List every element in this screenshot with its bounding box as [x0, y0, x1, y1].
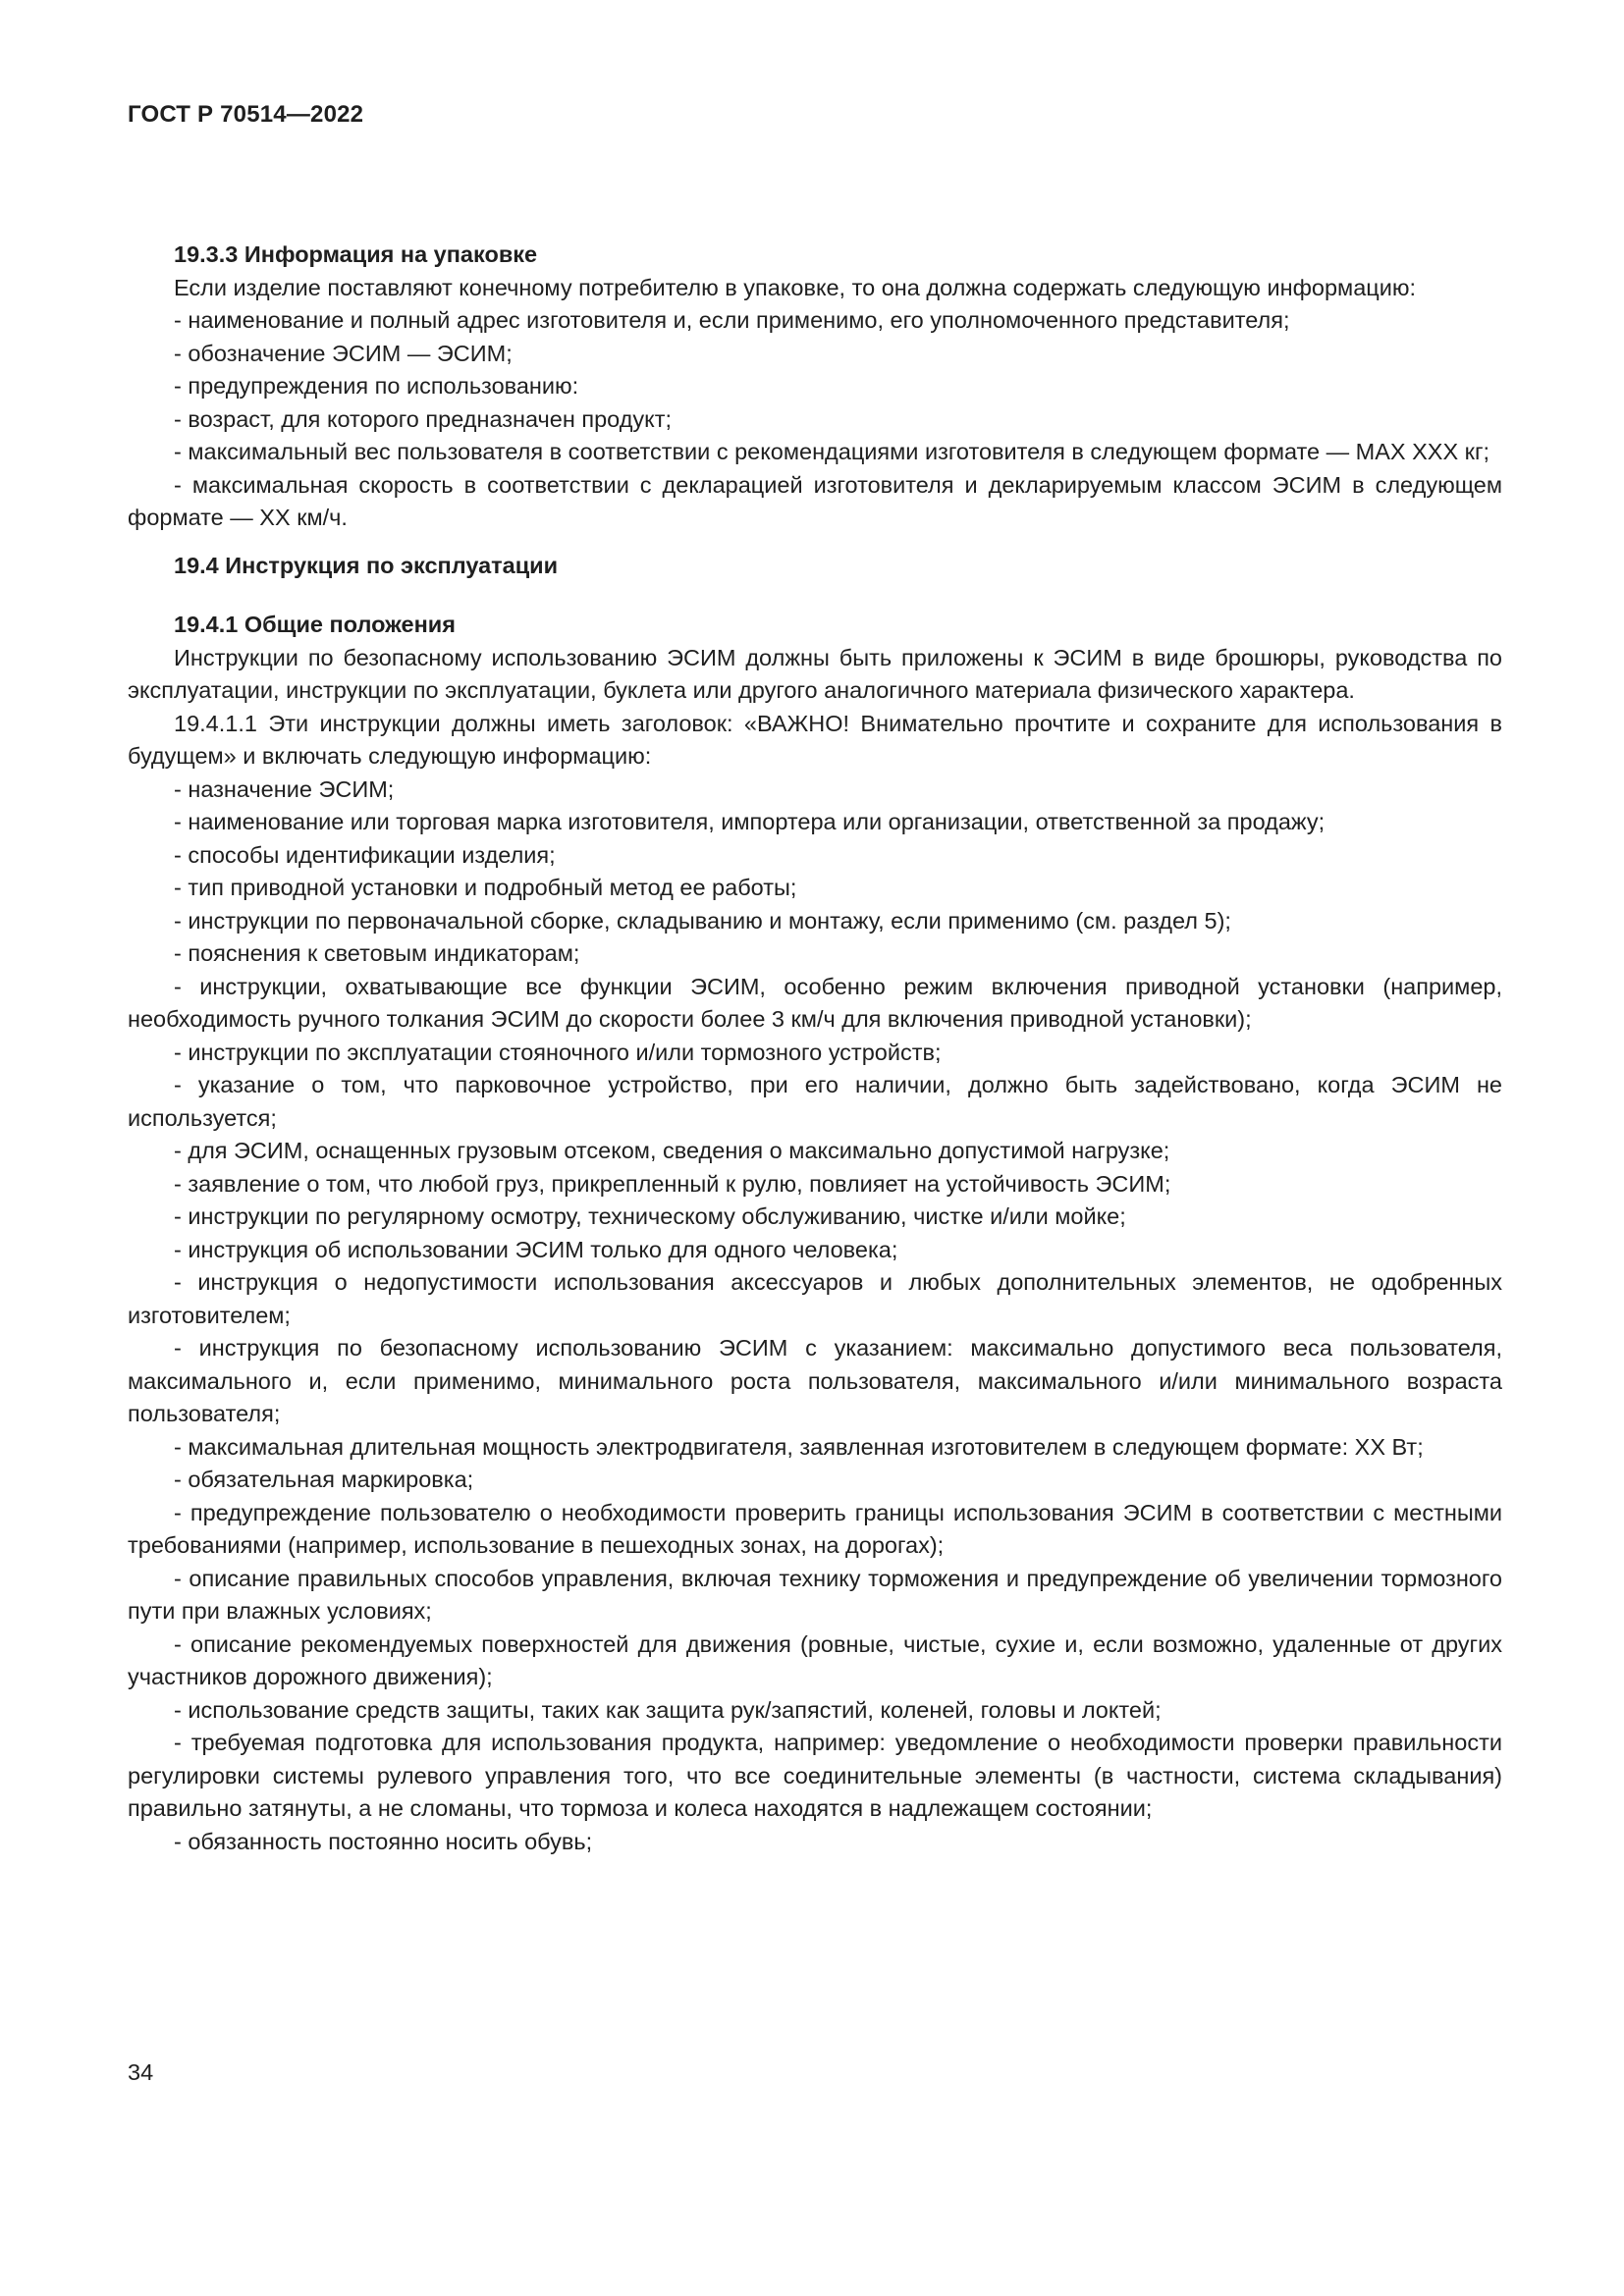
list-item: - обязательная маркировка;: [174, 1467, 474, 1492]
list-item: - предупреждения по использованию:: [174, 373, 579, 399]
list-item: - обозначение ЭСИМ — ЭСИМ;: [174, 340, 513, 366]
list-item: - наименование и полный адрес изготовителя и, если применимо, его уполномоченного представителя;: [174, 307, 1290, 333]
list-item: - для ЭСИМ, оснащенных грузовым отсеком, сведения о максимально допустимой нагрузке;: [174, 1138, 1170, 1163]
list-item: - инструкция по безопасному использованию ЭСИМ с указанием: максимально допустимого веса пользователя, максимального и, если применимо, минимального роста пользователя, максимального и/или минимального возраста пользователя;: [128, 1335, 1502, 1426]
list-item: - максимальная скорость в соответствии с декларацией изготовителя и декларируемым классом ЭСИМ в следующем формате — XX км/ч.: [128, 471, 1502, 530]
list-item: - возраст, для которого предназначен продукт;: [174, 405, 673, 432]
list-item: - пояснения к световым индикаторам;: [174, 940, 580, 966]
list-item: - заявление о том, что любой груз, прикрепленный к рулю, повлияет на устойчивость ЭСИМ;: [174, 1170, 1171, 1197]
list-item: - наименование или торговая марка изготовителя, импортера или организации, ответственной за продажу;: [174, 809, 1326, 834]
list-item: - использование средств защиты, таких как защита рук/запястий, коленей, головы и локтей;: [174, 1696, 1162, 1723]
list-item: - инструкция о недопустимости использования аксессуаров и любых дополнительных элементов, не одобренных изготовителем;: [128, 1269, 1502, 1328]
document-content: [128, 239, 1502, 1858]
section-heading: 19.4.1 Общие положения: [174, 612, 456, 637]
paragraph: 19.4.1.1 Эти инструкции должны иметь заголовок: «ВАЖНО! Внимательно прочтите и сохраните для использования в будущем» и включать следующую информацию:: [128, 710, 1502, 769]
list-item: - обязанность постоянно носить обувь;: [174, 1828, 593, 1854]
section-heading: 19.3.3 Информация на упаковке: [174, 241, 538, 267]
list-item: - способы идентификации изделия;: [174, 841, 556, 868]
list-item: - предупреждение пользователю о необходимости проверить границы использования ЭСИМ в соответствии с местными требованиями (например, использование в пешеходных зонах, на дорогах);: [128, 1499, 1502, 1558]
list-item: - описание рекомендуемых поверхностей для движения (ровные, чистые, сухие и, если возможно, удаленные от других участников дорожного движения);: [128, 1630, 1502, 1689]
list-item: - требуемая подготовка для использования продукта, например: уведомление о необходимости проверки правильности регулировки системы рулевого управления того, что все соединительные элементы (в частности, система складывания) правильно затянуты, а не сломаны, что тормоза и колеса находятся в надлежащем состоянии;: [128, 1730, 1502, 1821]
list-item: - тип приводной установки и подробный метод ее работы;: [174, 875, 797, 900]
list-item: - инструкции по регулярному осмотру, техническому обслуживанию, чистке и/или мойке;: [174, 1203, 1126, 1229]
paragraph: Если изделие поставляют конечному потребителю в упаковке, то она должна содержать следующую информацию:: [174, 274, 1417, 300]
list-item: - инструкция об использовании ЭСИМ только для одного человека;: [174, 1236, 898, 1262]
section-heading: 19.4 Инструкция по эксплуатации: [174, 552, 559, 578]
document-code-header: ГОСТ Р 70514—2022: [128, 101, 364, 128]
list-item: - инструкции по эксплуатации стояночного и/или тормозного устройств;: [174, 1039, 942, 1065]
page-number: 34: [128, 2059, 154, 2085]
list-item: - инструкции по первоначальной сборке, складыванию и монтажу, если применимо (см. раздел 5);: [174, 907, 1231, 934]
list-item: - максимальная длительная мощность электродвигателя, заявленная изготовителем в следующем формате: XX Вт;: [174, 1433, 1424, 1460]
list-item: - назначение ЭСИМ;: [174, 775, 395, 802]
paragraph: Инструкции по безопасному использованию ЭСИМ должны быть приложены к ЭСИМ в виде брошюры, руководства по эксплуатации, инструкции по эксплуатации, буклета или другого аналогичного материала физического характера.: [128, 644, 1502, 703]
list-item: - указание о том, что парковочное устройство, при его наличии, должно быть задействовано, когда ЭСИМ не используется;: [128, 1072, 1502, 1131]
list-item: - максимальный вес пользователя в соответствии с рекомендациями изготовителя в следующем формате — MAX XXX кг;: [174, 439, 1490, 464]
list-item: - инструкции, охватывающие все функции ЭСИМ, особенно режим включения приводной установки (например, необходимость ручного толкания ЭСИМ до скорости более 3 км/ч для включения приводной установки);: [128, 973, 1502, 1032]
list-item: - описание правильных способов управления, включая технику торможения и предупреждение об увеличении тормозного пути при влажных условиях;: [128, 1565, 1502, 1624]
